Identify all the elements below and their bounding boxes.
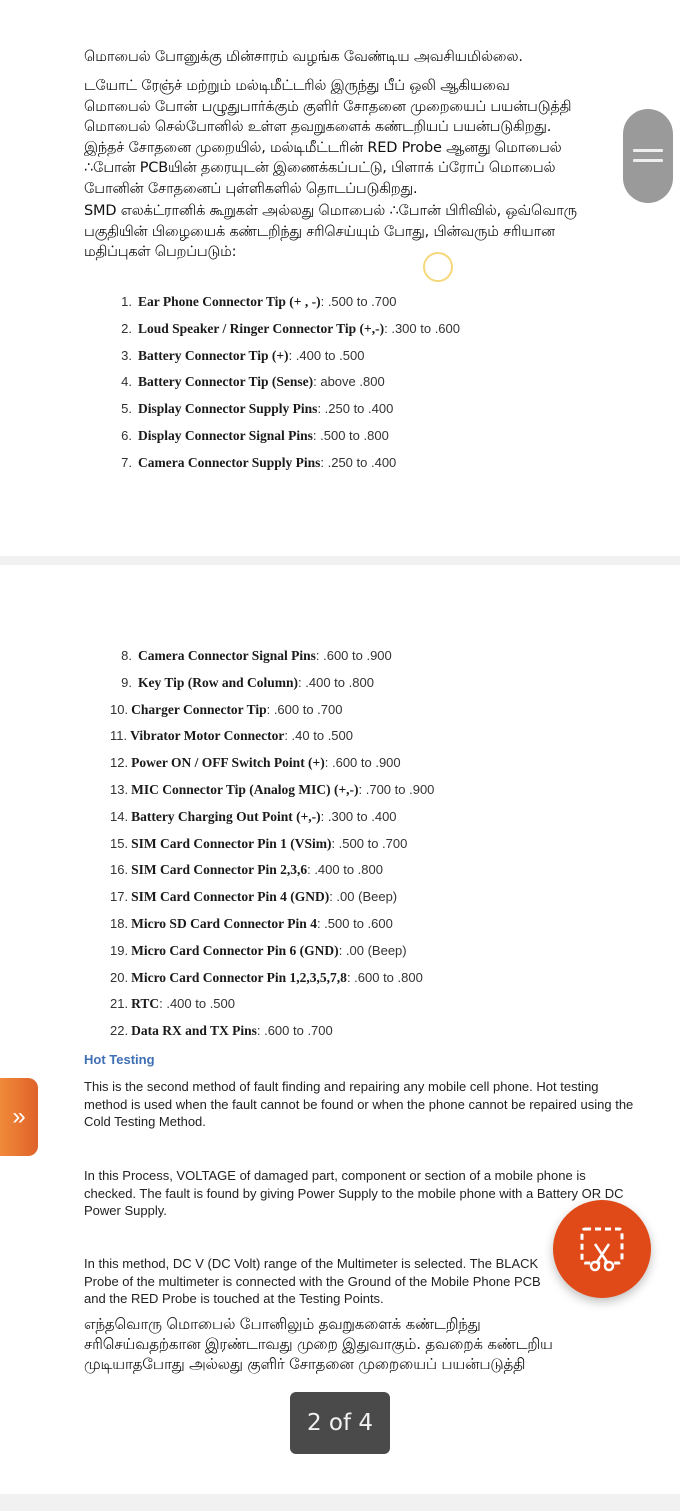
list-item: [110, 836, 434, 863]
item-label: Power ON / OFF Switch Point (+): [131, 755, 325, 771]
item-number: 11.: [110, 728, 128, 744]
list-item: [110, 648, 434, 675]
list-item: [110, 702, 434, 729]
item-label: SIM Card Connector Pin 1 (VSim): [131, 835, 332, 851]
item-number: 2.: [121, 320, 132, 336]
list-item: [110, 996, 434, 1023]
text-line: மொபைல் போன் பழுதுபார்க்கும் குளிர் சோதனை முறையைப் பயன்படுத்தி: [84, 98, 572, 115]
item-value: : .600 to .900: [315, 648, 392, 663]
text-line: முடியாதபோது அல்லது குளிர் சோதனை முறையைப் பயன்படுத்தி: [84, 1355, 526, 1373]
item-number: 10.: [110, 701, 129, 717]
item-value: : above .800: [313, 374, 385, 390]
loading-ring-icon: [423, 252, 453, 282]
item-number: 18.: [110, 915, 129, 931]
screenshot-crop-button[interactable]: [553, 1200, 651, 1298]
item-value: : .600 to .700: [266, 701, 343, 717]
item-label: Ear Phone Connector Tip (+ , -): [138, 294, 321, 309]
item-number: 3.: [121, 347, 132, 363]
item-value: : .400 to .800: [298, 674, 374, 690]
item-number: 19.: [110, 942, 129, 958]
item-label: Camera Connector Supply Pins: [138, 454, 321, 470]
item-number: 14.: [110, 808, 129, 824]
text-line: பகுதியின் பிழையைக் கண்டறிந்து சரிசெய்யும் போது, பின்வரும் சரியான: [84, 223, 555, 240]
item-label: Display Connector Supply Pins: [138, 401, 318, 417]
fast-scroll-handle[interactable]: [623, 109, 673, 203]
item-label: Battery Connector Tip (Sense): [138, 374, 314, 390]
list-item: [110, 862, 434, 889]
item-number: 13.: [110, 781, 129, 797]
item-label: RTC: [131, 996, 160, 1012]
list-item: [110, 455, 460, 482]
list-item: [110, 675, 434, 702]
item-label: Loud Speaker / Ringer Connector Tip (+,-): [138, 320, 385, 336]
item-number: 21.: [110, 996, 129, 1012]
list-item: [110, 348, 460, 375]
list-item: [110, 321, 460, 348]
page-separator: [0, 1494, 680, 1511]
screenshot-crop-scissors-icon: [553, 1200, 651, 1298]
item-value: : .400 to .500: [288, 347, 365, 363]
list-item: [110, 943, 434, 970]
text-line: இந்தச் சோதனை முறையில், மல்டிமீட்டரின் RED Probe ஆனது மொபைல்: [84, 139, 562, 156]
item-label: Micro SD Card Connector Pin 4: [131, 915, 317, 931]
item-value: : .400 to .800: [307, 862, 383, 878]
list-item: [110, 889, 434, 916]
item-value: : .500 to .700: [320, 294, 397, 309]
item-label: Micro Card Connector Pin 6 (GND): [131, 942, 339, 958]
double-chevron-right-icon: »: [12, 1103, 26, 1130]
text-line: போனின் சோதனைப் புள்ளிகளில் தொடப்படுகிறது.: [84, 180, 418, 197]
item-label: Camera Connector Signal Pins: [138, 648, 316, 663]
item-label: Micro Card Connector Pin 1,2,3,5,7,8: [131, 969, 347, 985]
item-label: Data RX and TX Pins: [131, 1023, 257, 1039]
item-value: : .00 (Beep): [329, 889, 398, 905]
page-separator: [0, 556, 680, 565]
item-value: : .700 to .900: [358, 781, 435, 797]
tamil-paragraph-2: [84, 76, 644, 199]
item-value: : .250 to .400: [320, 454, 397, 470]
side-panel-toggle[interactable]: [0, 1078, 38, 1156]
tamil-paragraph-1: [84, 47, 644, 68]
item-label: Display Connector Signal Pins: [138, 427, 313, 443]
item-label: Vibrator Motor Connector: [130, 728, 285, 744]
item-number: 12.: [110, 755, 129, 771]
values-list-page-1: [110, 294, 460, 482]
item-label: Battery Connector Tip (+): [138, 347, 289, 363]
item-number: 7.: [121, 454, 132, 470]
item-number: 9.: [121, 674, 132, 690]
drag-handle-icon: [633, 159, 663, 162]
item-number: 22.: [110, 1023, 129, 1039]
paragraph: In this Process, VOLTAGE of damaged part, component or section of a mobile phone is checked. The fault is found by giving Power Supply to the mobile phone with a Battery OR DC Power Supply.: [84, 1168, 624, 1218]
tamil-paragraph-3: [84, 201, 644, 263]
text-line: டயோட் ரேஞ்ச் மற்றும் மல்டிமீட்டரில் இருந்து பீப் ஒலி ஆகியவை: [84, 78, 510, 94]
item-value: : .500 to .800: [312, 427, 389, 443]
values-list-page-2: [110, 648, 434, 1050]
item-label: SIM Card Connector Pin 4 (GND): [131, 889, 330, 905]
item-label: SIM Card Connector Pin 2,3,6: [131, 862, 308, 878]
paragraph: In this method, DC V (DC Volt) range of the Multimeter is selected. The BLACK Probe of the multimeter is connected with the Ground of the Mobile Phone PCB and the RED Probe is touched at the Testing Points.: [84, 1256, 541, 1306]
item-label: Charger Connector Tip: [131, 701, 267, 717]
item-number: 20.: [110, 969, 129, 985]
item-number: 5.: [121, 401, 132, 417]
list-item: [110, 916, 434, 943]
item-number: 4.: [121, 374, 132, 390]
list-item: [110, 970, 434, 997]
item-label: MIC Connector Tip (Analog MIC) (+,-): [131, 781, 359, 797]
text-line: SMD எலக்ட்ரானிக் கூறுகள் அல்லது மொபைல் ∴போன் பிரிவில், ஒவ்வொரு: [84, 203, 577, 219]
page-indicator: 2 of 4: [290, 1392, 390, 1454]
item-value: : .500 to .600: [316, 915, 393, 931]
tamil-paragraph-4: [84, 1314, 644, 1374]
list-item: [110, 374, 460, 401]
item-value: : .00 (Beep): [338, 942, 407, 958]
item-number: 6.: [121, 427, 132, 443]
text-line: மதிப்புகள் பெறப்படும்:: [84, 244, 237, 260]
list-item: [110, 755, 434, 782]
text-line: மொபைல் செல்போனில் உள்ள தவறுகளைக் கண்டறியப் பயன்படுகிறது.: [84, 119, 552, 135]
item-value: : .300 to .600: [384, 320, 461, 336]
list-item: [110, 728, 434, 755]
item-value: : .600 to .800: [346, 969, 423, 985]
item-number: 15.: [110, 835, 129, 851]
item-value: : .600 to .900: [324, 755, 401, 771]
paragraph: This is the second method of fault finding and repairing any mobile cell phone. Hot testing method is used when the fault cannot be found or when the phone cannot be repaired using the Cold Testing Method.: [84, 1079, 634, 1129]
list-item: [110, 294, 460, 321]
drag-handle-icon: [633, 149, 663, 152]
section-heading: Hot Testing: [84, 1052, 155, 1067]
item-label: Key Tip (Row and Column): [138, 674, 299, 690]
text-line: சரிசெய்வதற்கான இரண்டாவது முறை இதுவாகும். தவறைக் கண்டறிய: [84, 1335, 553, 1353]
list-item: [110, 809, 434, 836]
item-number: 17.: [110, 889, 129, 905]
list-item: [110, 782, 434, 809]
item-number: 1.: [121, 294, 132, 309]
item-value: : .600 to .700: [256, 1023, 333, 1039]
list-item: [110, 1023, 434, 1050]
item-value: : .250 to .400: [317, 401, 394, 417]
item-value: : .300 to .400: [320, 808, 397, 824]
item-value: : .40 to .500: [284, 728, 353, 744]
item-value: : .400 to .500: [159, 996, 236, 1012]
list-item: [110, 401, 460, 428]
text-line: எந்தவொரு மொபைல் போனிலும் தவறுகளைக் கண்டறிந்து: [84, 1315, 481, 1333]
text-line: மொபைல் போனுக்கு மின்சாரம் வழங்க வேண்டிய அவசியமில்லை.: [84, 49, 523, 65]
item-label: Battery Charging Out Point (+,-): [131, 808, 321, 824]
list-item: [110, 428, 460, 455]
text-line: ∴போன் PCBயின் தரையுடன் இணைக்கப்பட்டு, பிளாக் ப்ரோப் மொபைல்: [84, 160, 556, 176]
item-number: 8.: [121, 648, 132, 663]
item-value: : .500 to .700: [331, 835, 408, 851]
item-number: 16.: [110, 862, 129, 878]
